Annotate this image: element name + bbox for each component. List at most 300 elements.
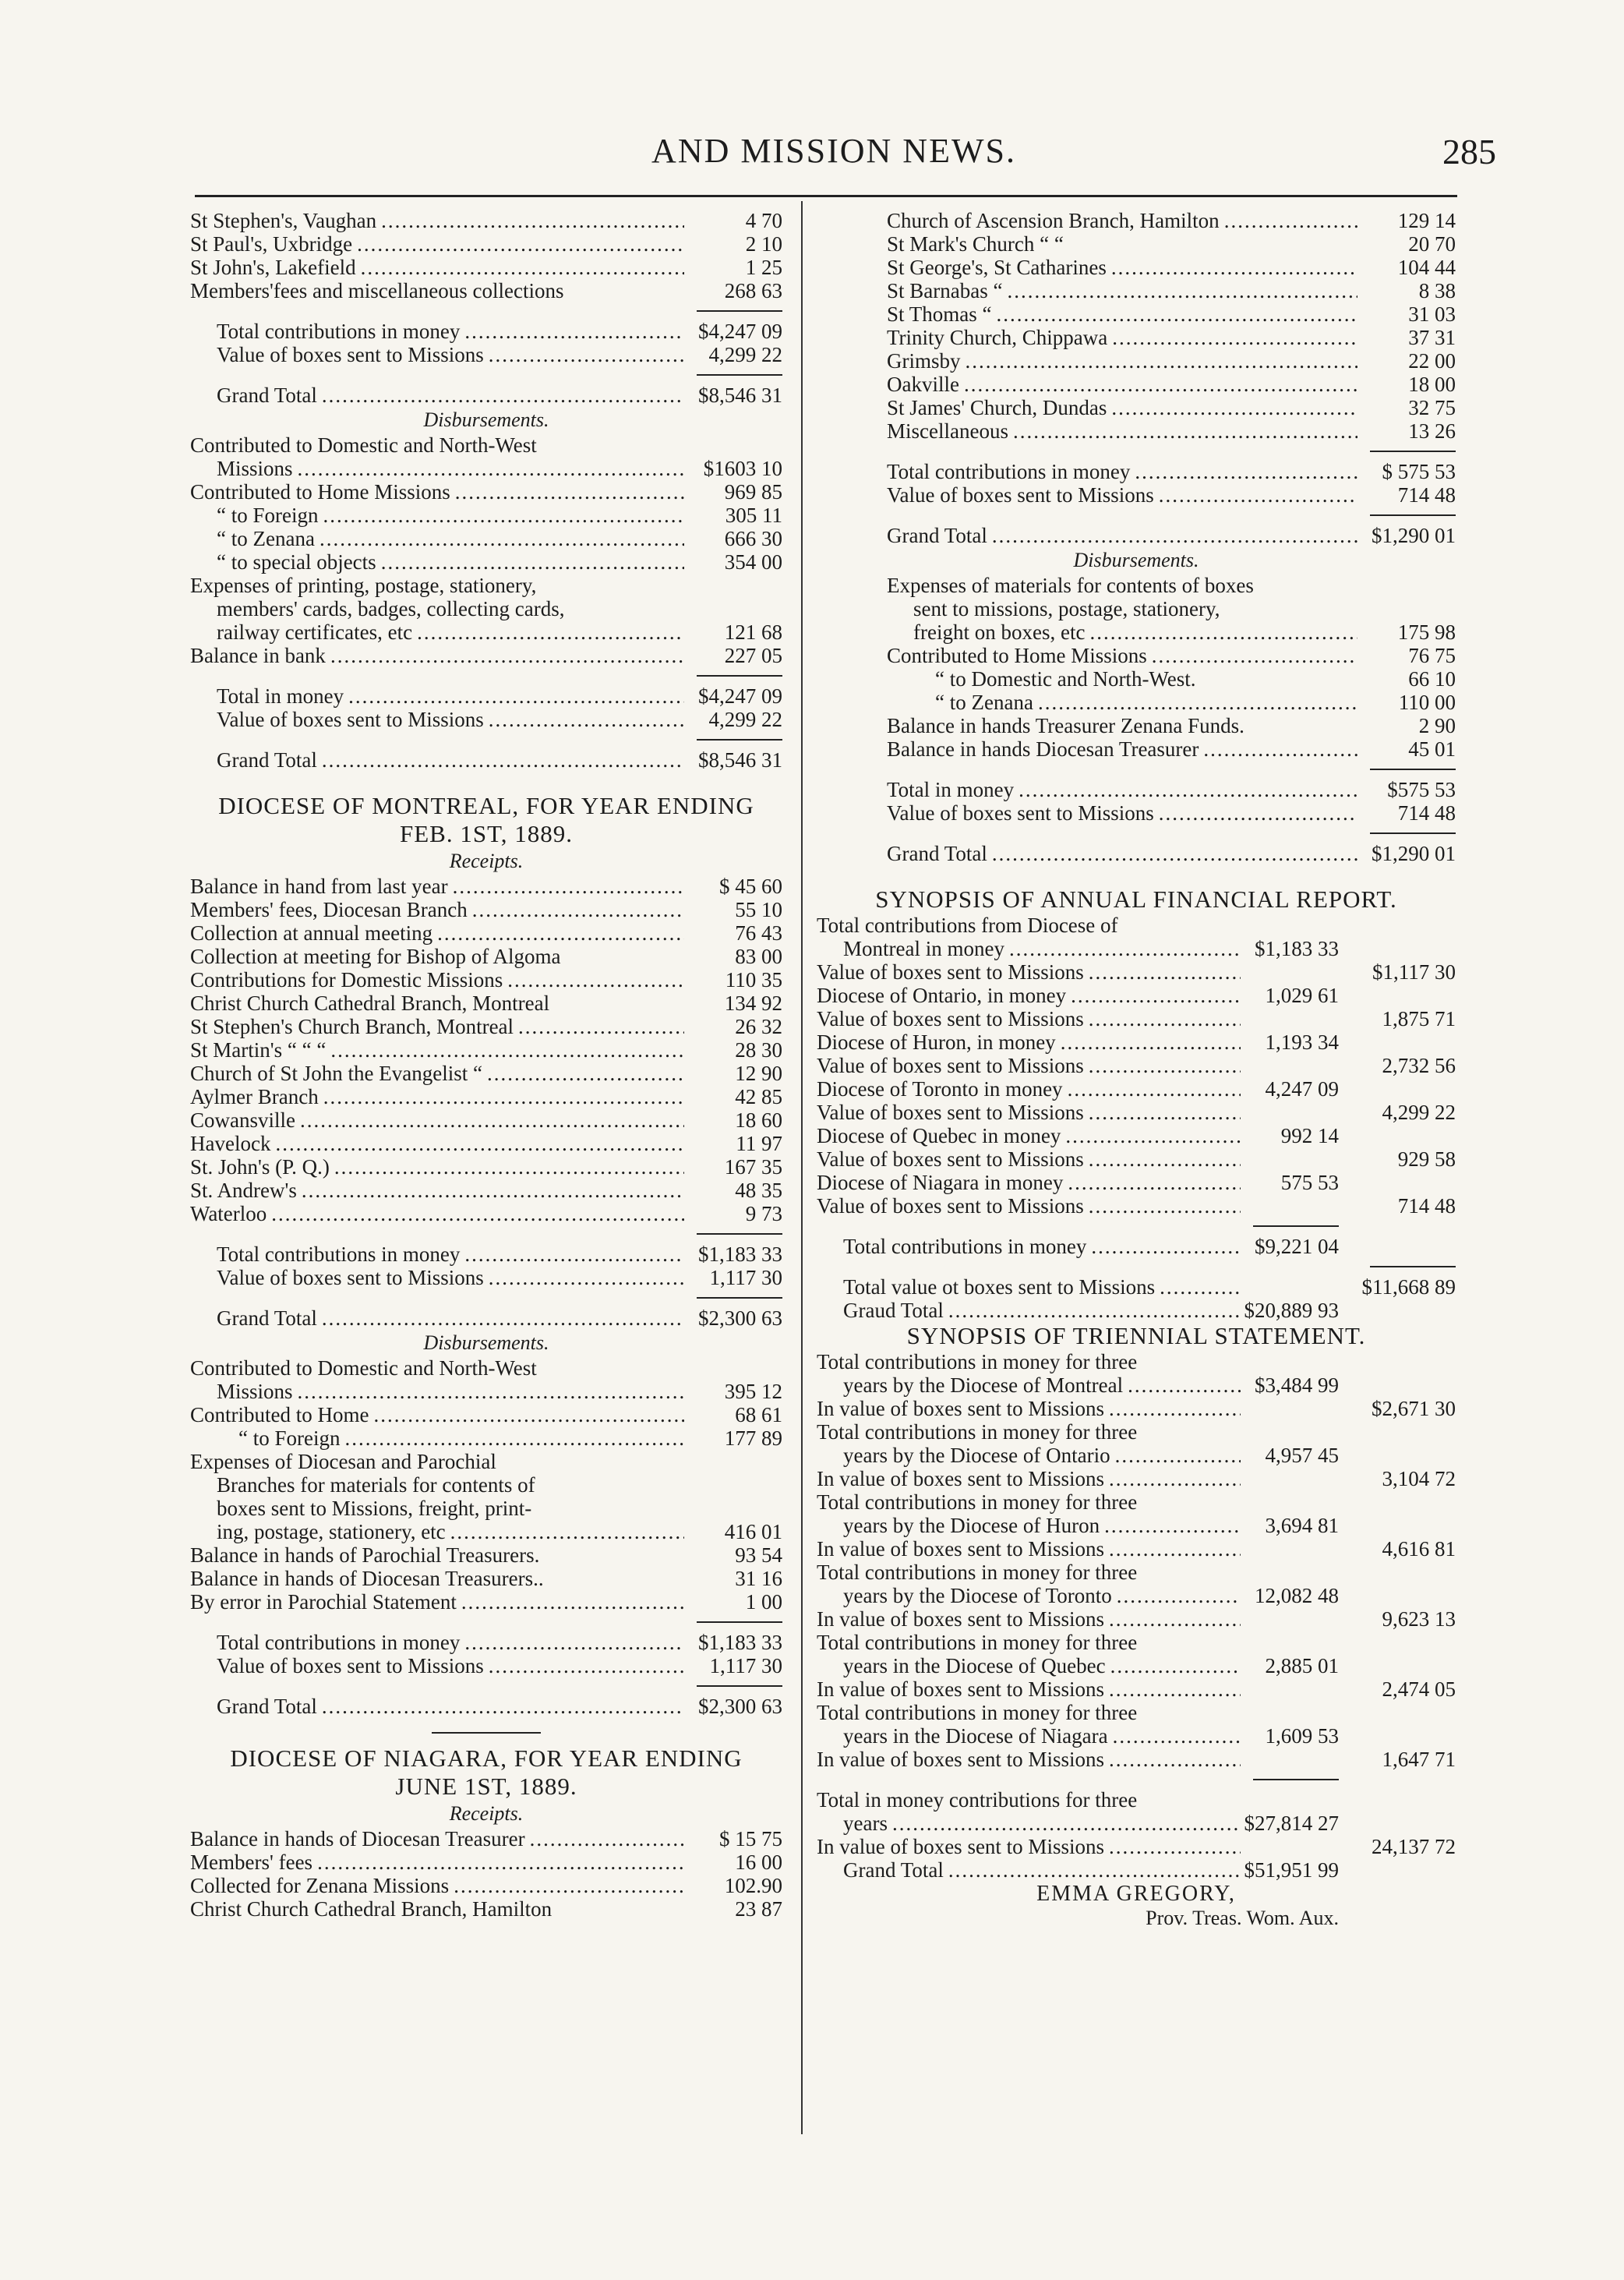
triennial-grand-total <box>817 1858 1456 1882</box>
row-amount: 177 89 <box>724 1426 782 1450</box>
row-amount: 3,694 81 <box>1265 1514 1339 1537</box>
row-amount: $4,247 09 <box>698 320 782 343</box>
ledger-row <box>887 302 1456 326</box>
leader-dots <box>472 898 684 921</box>
row-label: In value of boxes sent to Missions <box>817 1397 1104 1420</box>
page-number: 285 <box>1442 132 1496 171</box>
ledger-row <box>887 644 1456 667</box>
row-amount: 121 68 <box>724 620 782 644</box>
row-amount: 395 12 <box>724 1380 782 1403</box>
ledger-text: Total contributions in money for three <box>817 1420 1138 1444</box>
ledger-row <box>217 1243 782 1266</box>
row-amount-extended: $1,117 30 <box>1372 960 1456 984</box>
leader-dots <box>357 232 684 256</box>
row-amount: $3,484 99 <box>1255 1373 1339 1397</box>
row-amount: 12 90 <box>735 1062 782 1085</box>
toronto-grand-total-1 <box>190 384 782 407</box>
leader-dots <box>298 1380 684 1403</box>
ledger-row <box>190 1897 782 1921</box>
row-amount: 26 32 <box>735 1015 782 1038</box>
row-amount: 48 35 <box>735 1179 782 1202</box>
ledger-row <box>887 483 1456 507</box>
ledger-row <box>887 256 1456 279</box>
sum-rule <box>1370 514 1456 516</box>
ledger-row <box>217 684 782 708</box>
leader-dots <box>373 1403 684 1426</box>
left-column <box>190 209 782 1921</box>
ledger-row <box>217 1631 782 1654</box>
ledger-row <box>190 992 782 1015</box>
ledger-row <box>817 1147 1456 1171</box>
ledger-row <box>217 1306 782 1330</box>
row-label: Aylmer Branch <box>190 1085 319 1108</box>
ledger-row <box>817 984 1456 1007</box>
leader-dots <box>300 1108 684 1132</box>
ledger-text: Total contributions in money for three <box>817 1631 1138 1654</box>
row-amount: 18 00 <box>1408 373 1456 396</box>
ledger-row <box>887 232 1456 256</box>
leader-dots <box>1117 1584 1241 1607</box>
montreal-totals-2 <box>190 1631 782 1677</box>
row-label: Contributed to Home Missions <box>887 644 1147 667</box>
row-label: Montreal in money <box>843 937 1004 960</box>
row-label: Grimsby <box>887 349 961 373</box>
leader-dots <box>320 527 684 550</box>
niagara-disbursements <box>817 574 1456 761</box>
ledger-row <box>190 1403 782 1426</box>
row-amount: 4,299 22 <box>708 708 782 731</box>
ledger-row <box>217 343 782 366</box>
row-label: Missions <box>217 1380 293 1403</box>
row-label: Grand Total <box>217 1306 317 1330</box>
ledger-row <box>843 1275 1456 1299</box>
row-amount: 42 85 <box>735 1085 782 1108</box>
ledger-row <box>190 457 782 480</box>
row-label: Total value ot boxes sent to Missions <box>843 1275 1156 1299</box>
row-label: Balance in hands of Diocesan Treasurers.. <box>190 1567 544 1590</box>
ledger-row <box>887 396 1456 419</box>
triennial-money-total <box>817 1812 1456 1835</box>
leader-dots <box>344 1426 684 1450</box>
leader-dots <box>464 1243 684 1266</box>
leader-dots <box>381 550 684 574</box>
ledger-row <box>887 801 1456 825</box>
leader-dots <box>464 320 684 343</box>
row-label: Value of boxes sent to Missions <box>817 1054 1084 1077</box>
leader-dots <box>455 480 684 504</box>
leader-dots <box>1112 326 1357 349</box>
sum-rule <box>697 739 782 741</box>
ledger-row <box>887 373 1456 396</box>
row-amount: 22 00 <box>1408 349 1456 373</box>
row-label: Collection at meeting for Bishop of Algoma <box>190 945 561 968</box>
row-label: Collected for Zenana Missions <box>190 1874 450 1897</box>
row-label: Diocese of Quebec in money <box>817 1124 1061 1147</box>
ledger-row <box>817 1397 1456 1420</box>
row-amount: 2 90 <box>1418 714 1456 737</box>
ledger-row <box>190 875 782 898</box>
receipts-label: Receipts. <box>449 850 524 872</box>
sum-rule <box>1253 1225 1339 1227</box>
ledger-row <box>190 279 782 302</box>
leader-dots <box>1068 1077 1241 1101</box>
leader-dots <box>1009 937 1241 960</box>
row-amount: 305 11 <box>725 504 782 527</box>
leader-dots <box>1113 1724 1241 1748</box>
row-amount-extended: $2,671 30 <box>1372 1397 1456 1420</box>
montreal-heading: DIOCESE OF MONTREAL, FOR YEAR ENDING <box>218 792 754 819</box>
leader-dots <box>1089 620 1357 644</box>
ledger-row <box>190 968 782 992</box>
row-amount-extended: 2,732 56 <box>1382 1054 1456 1077</box>
leader-dots <box>361 256 684 279</box>
row-label: Members' fees, Diocesan Branch <box>190 898 468 921</box>
leader-dots <box>450 1520 684 1543</box>
ledger-row <box>217 748 782 772</box>
row-amount: 969 85 <box>724 480 782 504</box>
leader-dots <box>323 1085 684 1108</box>
row-label: Diocese of Ontario, in money <box>817 984 1067 1007</box>
leader-dots <box>322 1306 684 1330</box>
row-label: St. Andrew's <box>190 1179 297 1202</box>
ledger-row <box>887 524 1456 547</box>
leader-dots <box>298 457 684 480</box>
row-label: Church of Ascension Branch, Hamilton <box>887 209 1220 232</box>
leader-dots <box>948 1858 1240 1882</box>
niagara-heading-date: JUNE 1ST, 1889. <box>395 1773 577 1800</box>
row-label: St George's, St Catharines <box>887 256 1107 279</box>
row-label: Diocese of Huron, in money <box>817 1030 1056 1054</box>
row-label: Value of boxes sent to Missions <box>817 1194 1084 1218</box>
leader-dots <box>507 968 684 992</box>
row-amount: $1603 10 <box>703 457 782 480</box>
signature-title: Prov. Treas. Wom. Aux. <box>1146 1907 1339 1929</box>
row-label: Cowansville <box>190 1108 295 1132</box>
leader-dots <box>1109 1537 1241 1561</box>
row-amount: 11 97 <box>736 1132 782 1155</box>
ledger-row <box>190 209 782 232</box>
row-amount: $ 45 60 <box>719 875 782 898</box>
row-amount: 32 75 <box>1408 396 1456 419</box>
row-label: Grand Total <box>217 384 317 407</box>
ledger-row <box>190 1062 782 1085</box>
ledger-row <box>843 1235 1456 1258</box>
ledger-row <box>190 232 782 256</box>
row-amount: 1,117 30 <box>709 1266 782 1289</box>
row-amount: 714 48 <box>1397 483 1456 507</box>
row-label: Balance in hands Treasurer Zenana Funds. <box>887 714 1244 737</box>
row-amount: 1 25 <box>745 256 782 279</box>
leader-dots <box>322 384 684 407</box>
ledger-text: Contributed to Domestic and North-West <box>190 1356 537 1380</box>
row-amount: $1,290 01 <box>1372 842 1456 865</box>
receipts-label: Receipts. <box>449 1802 524 1825</box>
ledger-row <box>817 1748 1456 1771</box>
leader-dots <box>1089 1194 1241 1218</box>
row-label: St Stephen's Church Branch, Montreal <box>190 1015 514 1038</box>
ledger-row <box>217 708 782 731</box>
row-amount: 31 16 <box>735 1567 782 1590</box>
montreal-receipts <box>190 875 782 1225</box>
sum-rule <box>697 1233 782 1235</box>
leader-dots <box>322 748 684 772</box>
row-label: Grand Total <box>887 524 987 547</box>
ledger-row <box>190 1520 782 1543</box>
row-label: Balance in bank <box>190 644 326 667</box>
ledger-text: Contributed to Domestic and North-West <box>190 433 537 457</box>
leader-dots <box>1115 1444 1241 1467</box>
row-label: Contributed to Home <box>190 1403 369 1426</box>
row-label: Value of boxes sent to Missions <box>817 1101 1084 1124</box>
row-label: Grand Total <box>217 1695 317 1718</box>
leader-dots <box>487 1062 684 1085</box>
row-label: In value of boxes sent to Missions <box>817 1748 1104 1771</box>
ledger-text: sent to missions, postage, stationery, <box>913 597 1220 620</box>
ledger-row <box>817 1584 1456 1607</box>
row-amount: 4,299 22 <box>708 343 782 366</box>
row-label: Grand Total <box>843 1858 944 1882</box>
ledger-row <box>887 279 1456 302</box>
niagara-totals-1 <box>817 460 1456 507</box>
row-amount: 992 14 <box>1280 1124 1339 1147</box>
ledger-row <box>190 504 782 527</box>
leader-dots <box>948 1299 1240 1322</box>
row-amount: 68 61 <box>735 1403 782 1426</box>
row-label: Church of St John the Evangelist “ <box>190 1062 482 1085</box>
row-label: In value of boxes sent to Missions <box>817 1835 1104 1858</box>
row-amount: $51,951 99 <box>1244 1858 1339 1882</box>
disbursements-label: Disbursements. <box>423 408 549 431</box>
page-header <box>195 131 1496 178</box>
leader-dots <box>302 1179 684 1202</box>
synopsis-triennial-heading: SYNOPSIS OF TRIENNIAL STATEMENT. <box>906 1322 1366 1349</box>
ledger-row <box>887 620 1456 644</box>
sum-rule <box>1370 832 1456 834</box>
niagara-heading: DIOCESE OF NIAGARA, FOR YEAR ENDING <box>230 1744 743 1772</box>
ledger-row <box>817 1835 1456 1858</box>
leader-dots <box>1224 209 1357 232</box>
leader-dots <box>964 373 1357 396</box>
row-label: “ to Zenana <box>935 691 1033 714</box>
row-amount: $20,889 93 <box>1244 1299 1339 1322</box>
montreal-grand-total-1 <box>190 1306 782 1330</box>
row-label: Total contributions in money <box>887 460 1131 483</box>
row-amount: 1,029 61 <box>1265 984 1339 1007</box>
ledger-row <box>817 1077 1456 1101</box>
row-label: “ to special objects <box>217 550 376 574</box>
row-amount: 129 14 <box>1397 209 1456 232</box>
toronto-grand-total-2 <box>190 748 782 772</box>
leader-dots <box>1109 1835 1241 1858</box>
leader-dots <box>992 524 1357 547</box>
ledger-row <box>190 1426 782 1450</box>
montreal-grand-total-2 <box>190 1695 782 1718</box>
ledger-row <box>190 1085 782 1108</box>
row-label: In value of boxes sent to Missions <box>817 1677 1104 1701</box>
row-label: St Paul's, Uxbridge <box>190 232 353 256</box>
row-label: St Thomas “ <box>887 302 992 326</box>
ledger-row <box>817 1677 1456 1701</box>
leader-dots <box>1203 737 1357 761</box>
niagara-grand-total-1 <box>817 524 1456 547</box>
row-amount: $1,290 01 <box>1372 524 1456 547</box>
leader-dots <box>1111 396 1357 419</box>
row-amount: 4,957 45 <box>1265 1444 1339 1467</box>
row-label: Total in money <box>887 778 1015 801</box>
row-label: Miscellaneous <box>887 419 1008 443</box>
row-amount: 1,117 30 <box>709 1654 782 1677</box>
leader-dots <box>1071 984 1241 1007</box>
ledger-row <box>217 1695 782 1718</box>
row-amount: 93 54 <box>735 1543 782 1567</box>
ledger-row <box>190 620 782 644</box>
ledger-row <box>817 1030 1456 1054</box>
ledger-row <box>843 1299 1456 1322</box>
leader-dots <box>1128 1373 1241 1397</box>
ledger-text: members' cards, badges, collecting cards, <box>217 597 565 620</box>
ledger-row <box>190 945 782 968</box>
row-amount: 666 30 <box>724 527 782 550</box>
ledger-row <box>190 1851 782 1874</box>
synopsis-annual-heading: SYNOPSIS OF ANNUAL FINANCIAL REPORT. <box>875 885 1397 913</box>
leader-dots <box>1104 1514 1241 1537</box>
ledger-row <box>190 1380 782 1403</box>
row-amount: $2,300 63 <box>698 1695 782 1718</box>
ledger-row <box>817 1444 1456 1467</box>
row-amount: $1,183 33 <box>1255 937 1339 960</box>
row-label: “ to Foreign <box>238 1426 341 1450</box>
row-label: Value of boxes sent to Missions <box>817 1007 1084 1030</box>
leader-dots <box>381 209 684 232</box>
row-amount: 110 00 <box>1398 691 1456 714</box>
row-label: Value of boxes sent to Missions <box>817 1147 1084 1171</box>
row-label: Grand Total <box>217 748 317 772</box>
leader-dots <box>1061 1030 1241 1054</box>
row-amount: 31 03 <box>1408 302 1456 326</box>
ledger-row <box>887 419 1456 443</box>
ledger-row <box>817 960 1456 984</box>
ledger-row <box>887 842 1456 865</box>
row-amount: 104 44 <box>1397 256 1456 279</box>
ledger-row <box>817 1467 1456 1490</box>
disbursements-label: Disbursements. <box>1073 549 1199 571</box>
leader-dots <box>1109 1677 1241 1701</box>
leader-dots <box>1013 419 1357 443</box>
row-amount: 28 30 <box>735 1038 782 1062</box>
row-label: Total contributions in money <box>843 1235 1087 1258</box>
leader-dots <box>518 1015 684 1038</box>
triennial-boxes-total <box>817 1835 1456 1858</box>
header-rule <box>195 195 1457 197</box>
ledger-row <box>190 1132 782 1155</box>
sum-rule <box>1370 1266 1456 1267</box>
leader-dots <box>892 1812 1240 1835</box>
ledger-row <box>817 1194 1456 1218</box>
right-column <box>817 209 1456 1930</box>
row-amount: 416 01 <box>724 1520 782 1543</box>
leader-dots <box>1160 1275 1241 1299</box>
ledger-row <box>887 460 1456 483</box>
row-amount: 227 05 <box>724 644 782 667</box>
leader-dots <box>1152 644 1357 667</box>
leader-dots <box>317 1851 684 1874</box>
row-amount: 167 35 <box>724 1155 782 1179</box>
row-amount-extended: 1,875 71 <box>1382 1007 1456 1030</box>
row-label: St James' Church, Dundas <box>887 396 1107 419</box>
row-label: years by the Diocese of Ontario <box>843 1444 1110 1467</box>
ledger-row <box>817 1124 1456 1147</box>
row-label: By error in Parochial Statement <box>190 1590 457 1614</box>
row-label: Trinity Church, Chippawa <box>887 326 1108 349</box>
toronto-totals-1 <box>190 320 782 366</box>
leader-dots <box>997 302 1358 326</box>
row-amount: $4,247 09 <box>698 684 782 708</box>
ledger-row <box>190 1567 782 1590</box>
row-label: years by the Diocese of Huron <box>843 1514 1100 1537</box>
row-amount: $8,546 31 <box>698 748 782 772</box>
ledger-row <box>887 667 1456 691</box>
row-label: Christ Church Cathedral Branch, Hamilton <box>190 1897 553 1921</box>
row-amount: 110 35 <box>725 968 782 992</box>
ledger-row <box>217 384 782 407</box>
row-amount: 2 10 <box>745 232 782 256</box>
ledger-row <box>190 1590 782 1614</box>
leader-dots <box>1109 1607 1241 1631</box>
row-amount: 102.90 <box>724 1874 782 1897</box>
row-label: St Barnabas “ <box>887 279 1003 302</box>
toronto-totals-2 <box>190 684 782 731</box>
synopsis-grand-total <box>817 1299 1456 1322</box>
ledger-text: Branches for materials for contents of <box>217 1473 535 1497</box>
leader-dots <box>330 1038 684 1062</box>
row-label: Members'fees and miscellaneous collections <box>190 279 564 302</box>
leader-dots <box>334 1155 684 1179</box>
ledger-row <box>190 1015 782 1038</box>
leader-dots <box>330 644 684 667</box>
row-amount: 45 01 <box>1408 737 1456 761</box>
ledger-row <box>843 1858 1456 1882</box>
leader-dots <box>322 1695 684 1718</box>
montreal-heading-date: FEB. 1ST, 1889. <box>400 820 573 847</box>
ledger-row <box>887 349 1456 373</box>
leader-dots <box>1111 256 1357 279</box>
ledger-row <box>190 898 782 921</box>
row-amount: 18 60 <box>735 1108 782 1132</box>
row-label: St. John's (P. Q.) <box>190 1155 330 1179</box>
triennial-money-label: Total in money contributions for three <box>817 1788 1138 1812</box>
section-rule <box>432 1732 541 1734</box>
sum-rule <box>697 1685 782 1687</box>
ledger-row <box>217 320 782 343</box>
row-label: Value of boxes sent to Missions <box>217 1654 484 1677</box>
leader-dots <box>1007 279 1357 302</box>
leader-dots <box>271 1202 684 1225</box>
leader-dots <box>489 1654 684 1677</box>
row-label: ing, postage, stationery, etc <box>217 1520 446 1543</box>
leader-dots <box>489 708 684 731</box>
row-label: St Martin's “ “ “ <box>190 1038 327 1062</box>
row-amount-extended: 1,647 71 <box>1382 1748 1456 1771</box>
ledger-row <box>817 1724 1456 1748</box>
ledger-row <box>817 1607 1456 1631</box>
row-label: Grand Total <box>887 842 987 865</box>
row-amount: $9,221 04 <box>1255 1235 1339 1258</box>
leader-dots <box>1068 1171 1241 1194</box>
ledger-row <box>887 326 1456 349</box>
leader-dots <box>1109 1467 1241 1490</box>
leader-dots <box>453 875 684 898</box>
leader-dots <box>966 349 1358 373</box>
